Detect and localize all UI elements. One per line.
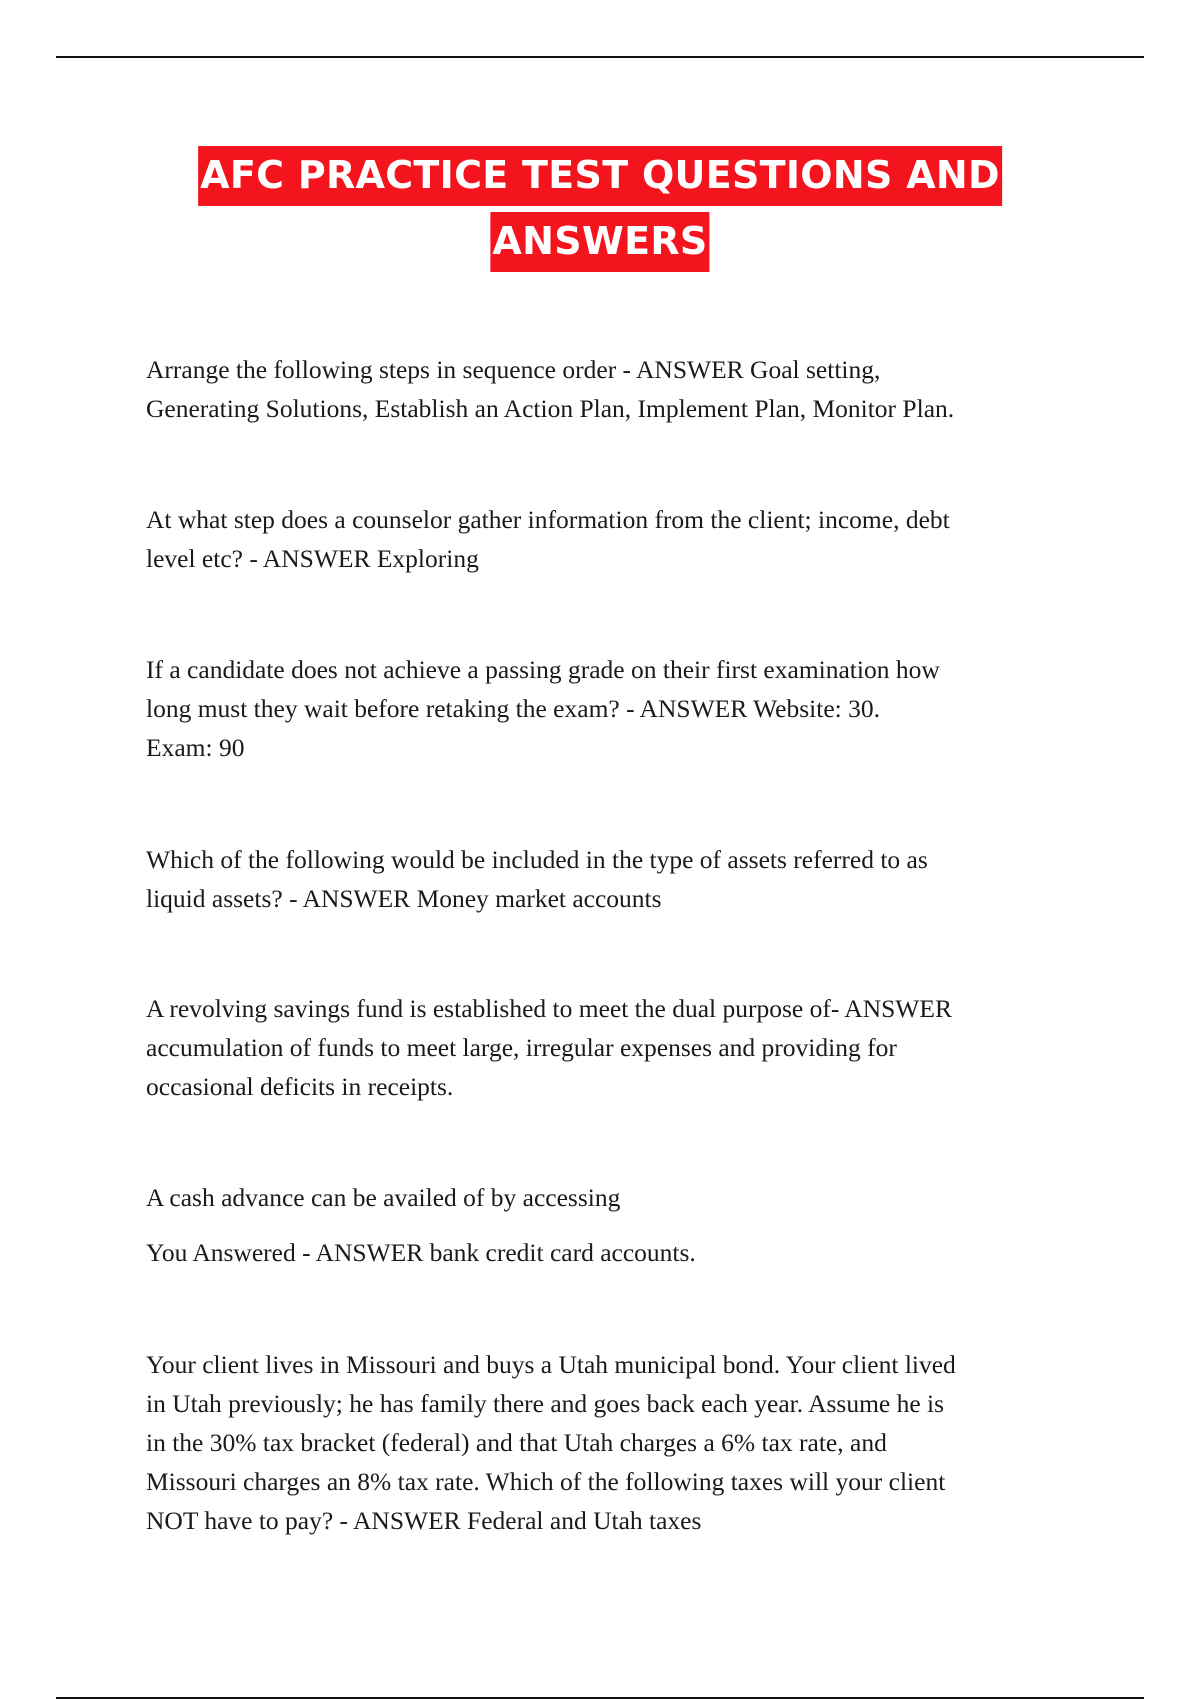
qa-item-7 [146, 1345, 1066, 1540]
top-rule [56, 56, 1144, 58]
qa-line: Missouri charges an 8% tax rate. Which of the following taxes will your client [146, 1467, 946, 1496]
qa-line: Exam: 90 [146, 733, 245, 762]
qa-line: in Utah previously; he has family there and goes back each year. Assume he is [146, 1389, 945, 1418]
title-line-2: ANSWERS [490, 212, 709, 272]
qa-item-6 [146, 1178, 1066, 1272]
qa-line: in the 30% tax bracket (federal) and that Utah charges a 6% tax rate, and [146, 1428, 887, 1457]
qa-line: You Answered - ANSWER bank credit card accounts. [146, 1238, 696, 1267]
qa-line: If a candidate does not achieve a passing grade on their first examination how [146, 655, 940, 684]
qa-line: A revolving savings fund is established to meet the dual purpose of- ANSWER [146, 994, 952, 1023]
qa-line: Which of the following would be included in the type of assets referred to as [146, 845, 928, 874]
qa-line: At what step does a counselor gather information from the client; income, debt [146, 505, 950, 534]
qa-line: occasional deficits in receipts. [146, 1072, 454, 1101]
qa-item-2 [146, 500, 1066, 578]
qa-line: NOT have to pay? - ANSWER Federal and Utah taxes [146, 1506, 702, 1535]
qa-line: liquid assets? - ANSWER Money market accounts [146, 884, 662, 913]
qa-line: accumulation of funds to meet large, irregular expenses and providing for [146, 1033, 897, 1062]
qa-line: Arrange the following steps in sequence order - ANSWER Goal setting, [146, 355, 881, 384]
qa-item-1 [146, 350, 1066, 428]
qa-line: A cash advance can be availed of by accessing [146, 1183, 621, 1212]
qa-line: long must they wait before retaking the exam? - ANSWER Website: 30. [146, 694, 880, 723]
qa-item-3 [146, 650, 1066, 767]
qa-line: level etc? - ANSWER Exploring [146, 544, 479, 573]
qa-item-5 [146, 989, 1066, 1106]
qa-line: Generating Solutions, Establish an Action Plan, Implement Plan, Monitor Plan. [146, 394, 955, 423]
qa-item-4 [146, 840, 1066, 918]
qa-line: Your client lives in Missouri and buys a Utah municipal bond. Your client lived [146, 1350, 956, 1379]
bottom-rule [56, 1697, 1144, 1699]
title-line-1: AFC PRACTICE TEST QUESTIONS AND [198, 146, 1002, 206]
